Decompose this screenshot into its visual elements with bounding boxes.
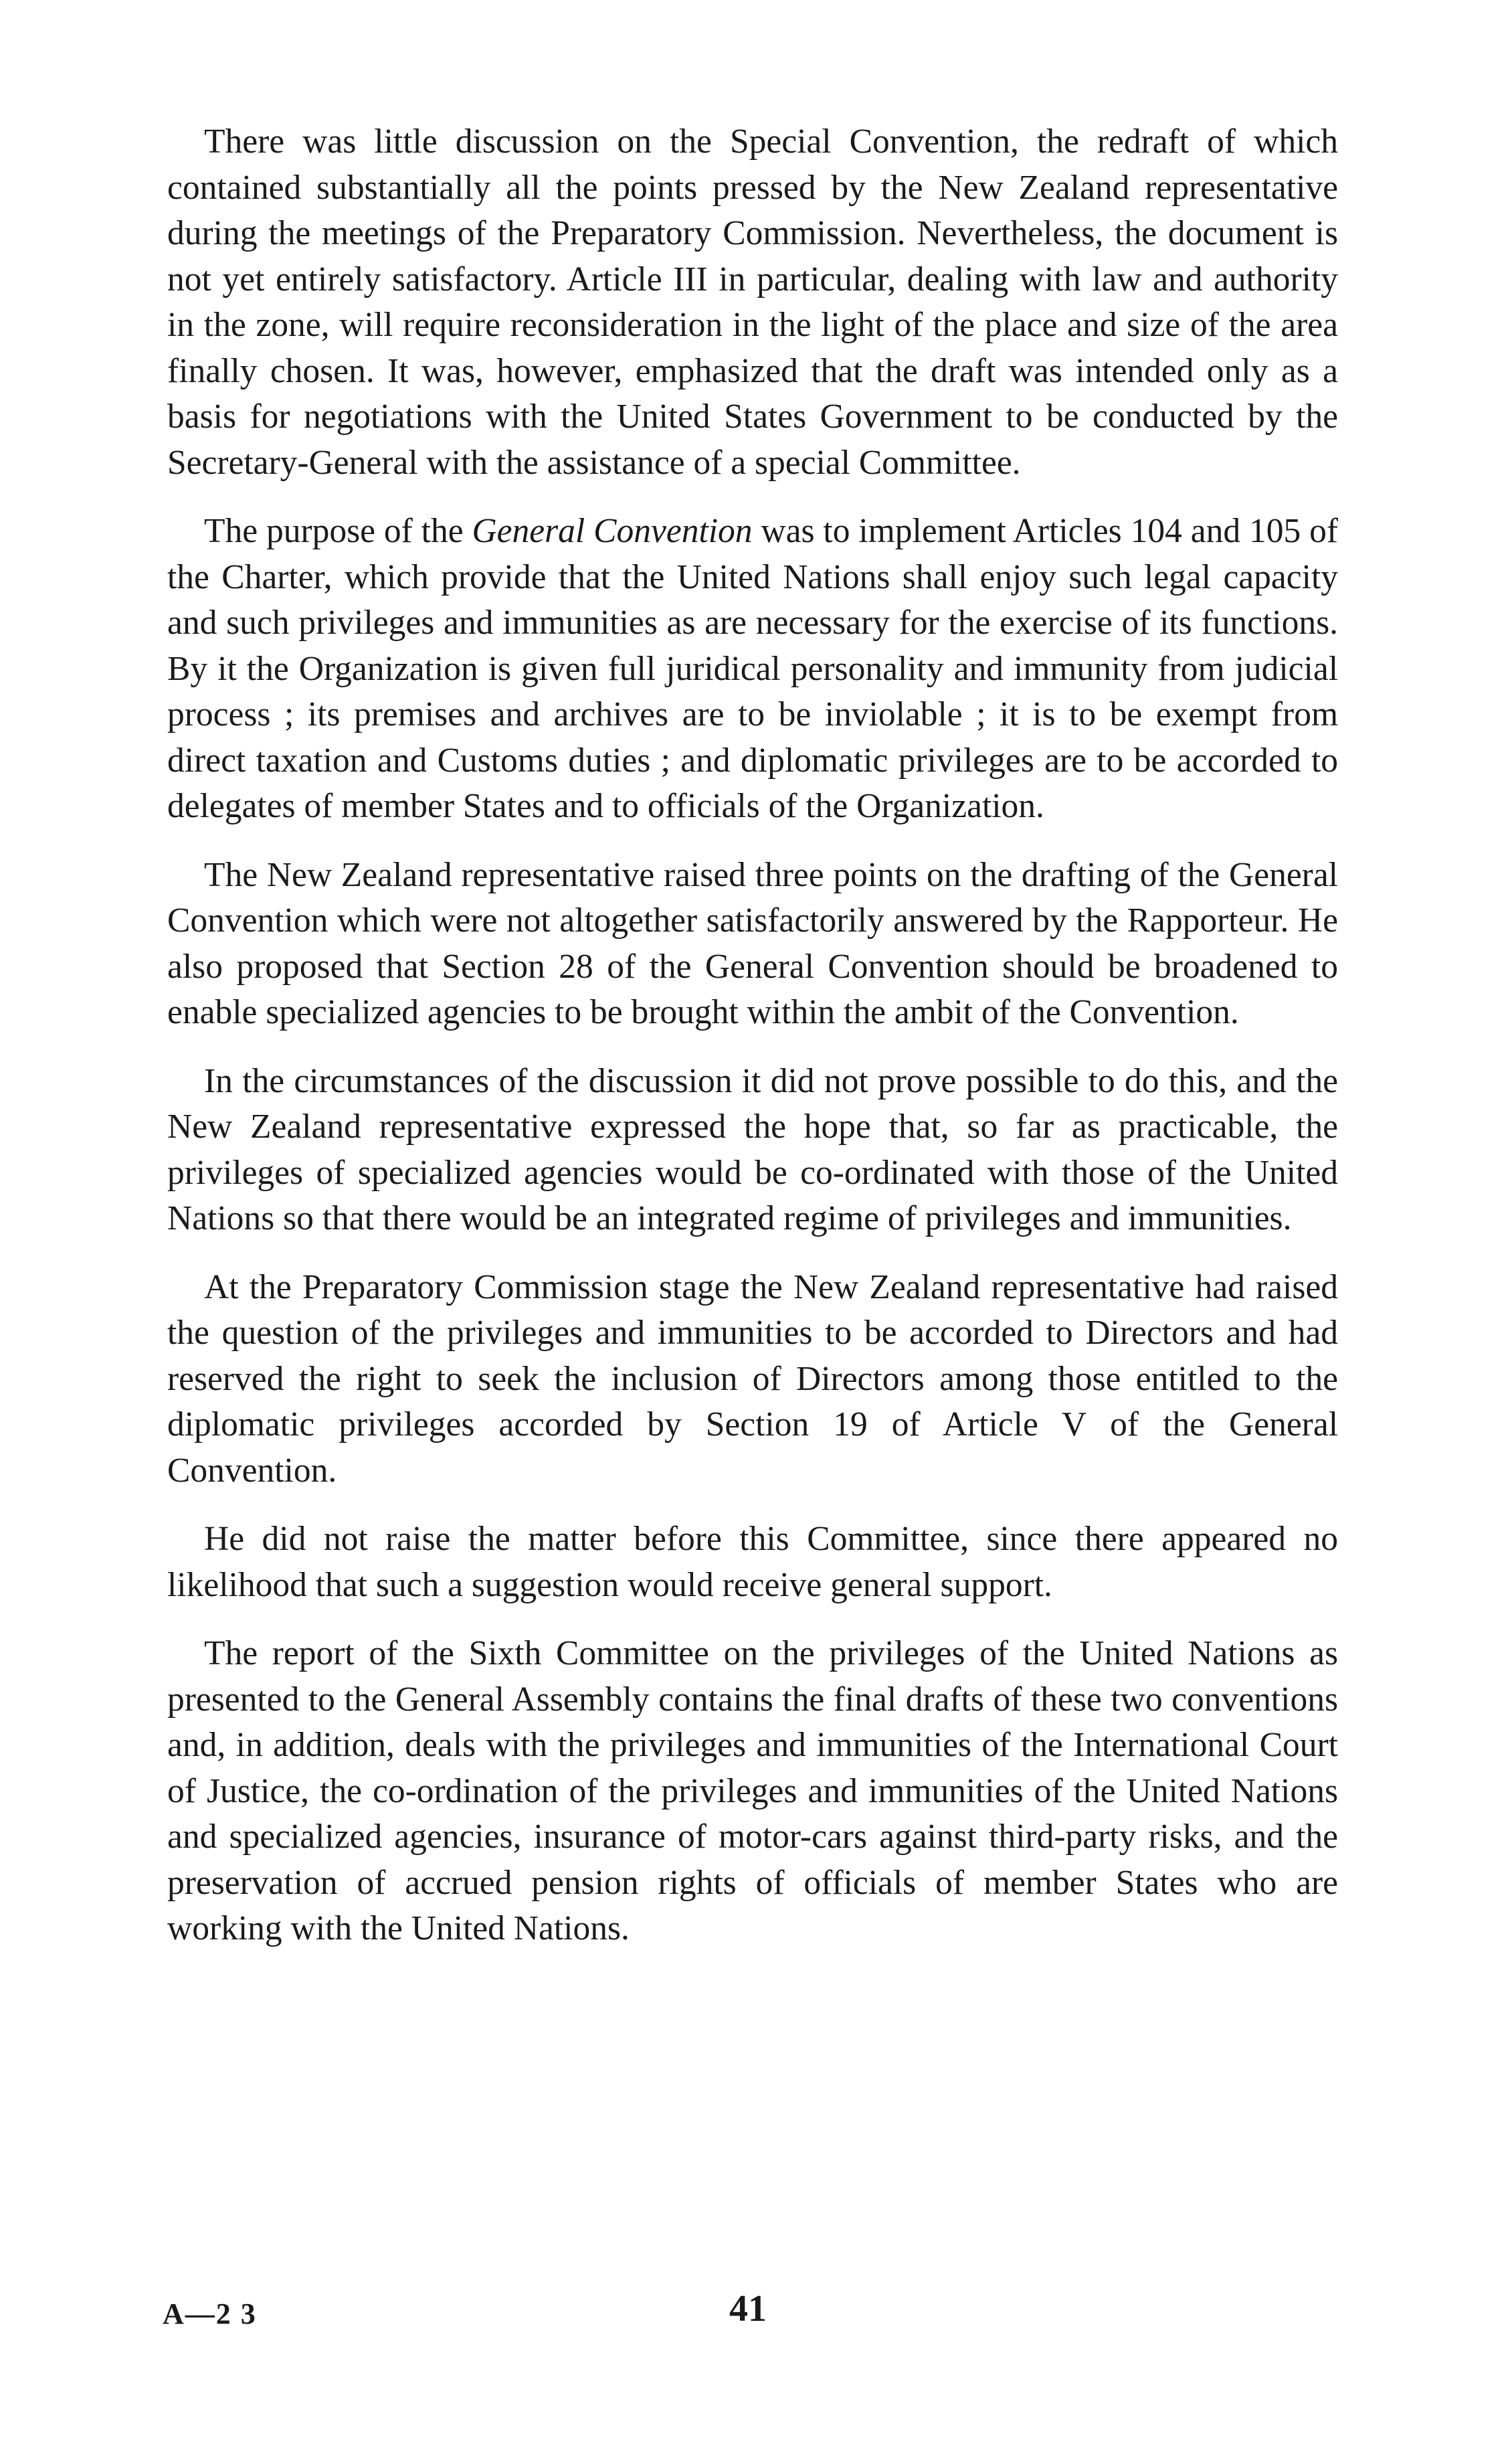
paragraph-general-convention-lead: The purpose of the bbox=[204, 512, 472, 550]
paragraph-special-convention: There was little discussion on the Special Convention, the redraft of which contained substantially all the points pressed by the New Zealand representative during the meetings of the Preparatory Commission. Nevertheless, the document is not yet entirely satisfactory. Article III in particular, dealing with law and authority in the zone, will require reconsideration in the light of the place and size of the area finally chosen. It was, however, emphasized that the draft was intended only as a basis for negotiations with the United States Government to be conducted by the Secretary-General with the assistance of a special Committee. bbox=[167, 122, 1338, 482]
paragraph-sixth-committee-report: The report of the Sixth Committee on the privileges of the United Nations as presented to the General Assembly contains the final drafts of these two conventions and, in addition, deals with the privileges and immunities of the International Court of Justice, the co-ordination of the privileges and immunities of the United Nations and specialized agencies, insurance of motor-cars against third-party risks, and the preservation of accrued pension rights of officials of member States who are working with the United Nations. bbox=[167, 1634, 1338, 1947]
document-body bbox=[167, 119, 1338, 1975]
paragraph-committee-matter: He did not raise the matter before this Committee, since there appeared no likelihood that such a suggestion would receive general support. bbox=[167, 1520, 1338, 1604]
paragraph-directors-privileges: At the Preparatory Commission stage the New Zealand representative had raised the question of the privileges and immunities to be accorded to Directors and had reserved the right to seek the inclusion of Directors among those entitled to the diplomatic privileges accorded by Section 19 of Article V of the General Convention. bbox=[167, 1267, 1338, 1490]
paragraph-specialized-agencies: In the circumstances of the discussion it did not prove possible to do this, and the New Zealand representative expressed the hope that, so far as practicable, the privileges of specialized agencies would be co-ordinated with those of the United Nations so that there would be an integrated regime of privileges and immunities. bbox=[167, 1061, 1338, 1237]
page-number: 41 bbox=[729, 2288, 767, 2330]
document-code: A—2 3 bbox=[163, 2297, 257, 2330]
paragraph-general-convention bbox=[167, 509, 1338, 830]
general-convention-italic-term: General Convention bbox=[472, 512, 753, 550]
paragraph-drafting-points: The New Zealand representative raised three points on the drafting of the General Convention which were not altogether satisfactorily answered by the Rapporteur. He also proposed that Section 28 of the General Convention should be broadened to enable specialized agencies to be brought within the ambit of the Convention. bbox=[167, 855, 1338, 1031]
paragraph-general-convention-rest: was to implement Articles 104 and 105 of the Charter, which provide that the United Nations shall enjoy such legal capacity and such privileges and immunities as are necessary for the exercise of its functions. By it the Organization is given full juridical personality and immunity from judicial process ; its premises and archives are to be inviolable ; it is to be exempt from direct taxation and Customs duties ; and diplomatic privileges are to be accorded to delegates of member States and to officials of the Organization. bbox=[167, 512, 1338, 825]
